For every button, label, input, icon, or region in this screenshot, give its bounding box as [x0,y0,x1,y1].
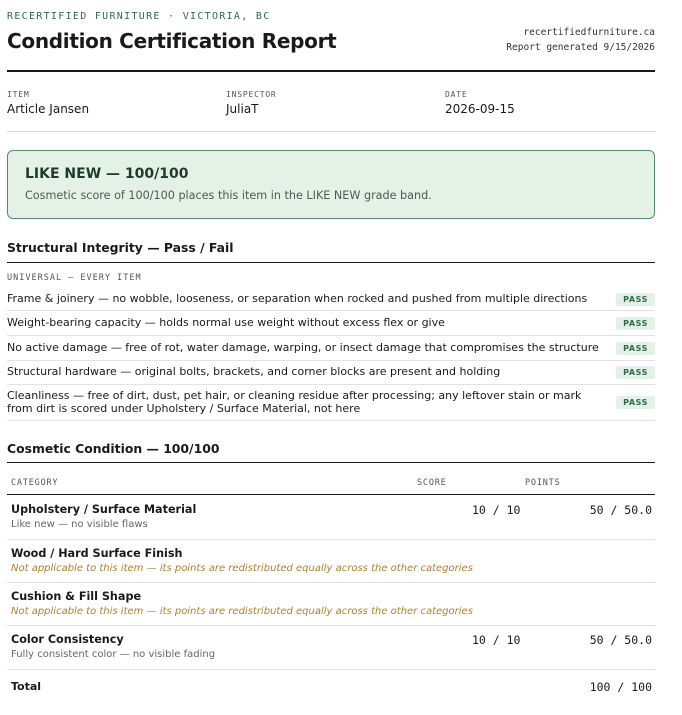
meta-date [445,90,515,116]
inspector-value: JuliaT [226,102,259,116]
cosmetic-row [7,496,655,540]
category-score: 10 / 10 [472,503,521,517]
category-name: Wood / Hard Surface Finish [11,547,183,560]
total-label: Total [11,680,42,693]
category-note: Fully consistent color — no visible fading [11,649,216,660]
check-text: Structural hardware — original bolts, brackets, and corner blocks are present and holding [7,365,501,378]
date-label: DATE [445,90,468,99]
structural-section-title: Structural Integrity — Pass / Fail [7,240,234,255]
category-points: 50 / 50.0 [589,503,652,517]
pass-badge: PASS [616,342,655,355]
cosmetic-row [7,583,655,626]
meta-item [7,90,89,116]
category-name: Upholstery / Surface Material [11,503,197,516]
grade-subtitle: Cosmetic score of 100/100 places this item in the LIKE NEW grade band. [25,189,432,202]
category-note: Not applicable to this item — its points are redistributed equally across the other categories [11,606,473,617]
report-header [7,0,655,72]
grade-banner [7,150,655,219]
category-score: 10 / 10 [472,633,521,647]
structural-check-row [7,361,655,385]
check-text: Frame & joinery — no wobble, looseness, or separation when rocked and pushed from multiple directions [7,292,588,305]
check-text: No active damage — free of rot, water damage, warping, or insect damage that compromises the structure [7,341,599,354]
report-generated-date: Report generated 9/15/2026 [506,42,655,53]
brand-line: RECERTIFIED FURNITURE · VICTORIA, BC [7,11,271,22]
pass-badge: PASS [616,396,655,409]
date-value: 2026-09-15 [445,102,515,116]
item-value: Article Jansen [7,102,90,116]
meta-inspector [226,90,277,116]
category-name: Cushion & Fill Shape [11,590,142,603]
col-header-category: CATEGORY [11,478,59,488]
cosmetic-section-title: Cosmetic Condition — 100/100 [7,441,220,456]
category-name: Color Consistency [11,633,124,646]
structural-check-row [7,336,655,361]
structural-check-row [7,311,655,336]
cosmetic-divider [7,462,655,463]
pass-badge: PASS [616,293,655,306]
total-value: 100 / 100 [589,680,652,694]
item-label: ITEM [7,90,30,99]
category-points: 50 / 50.0 [589,633,652,647]
certification-report [7,0,655,694]
cosmetic-table-header [7,478,655,495]
col-header-points: POINTS [525,478,561,488]
universal-label: UNIVERSAL — EVERY ITEM [7,273,142,283]
structural-divider [7,262,655,263]
page-title: Condition Certification Report [7,29,337,53]
grade-title: LIKE NEW — 100/100 [25,166,189,182]
structural-check-row [7,287,655,311]
site-url: recertifiedfurniture.ca [523,27,655,38]
col-header-score: SCORE [417,478,447,488]
report-meta [7,72,655,132]
check-text: Cleanliness — free of dirt, dust, pet hair, or cleaning residue after processing; any leftover stain or mark from dirt is scored under Upholstery / Surface Material, not here [7,389,582,415]
inspector-label: INSPECTOR [226,90,277,99]
pass-badge: PASS [616,317,655,330]
category-note: Not applicable to this item — its points are redistributed equally across the other categories [11,563,473,574]
category-note: Like new — no visible flaws [11,519,148,530]
pass-badge: PASS [616,366,655,379]
check-text: Weight-bearing capacity — holds normal use weight without excess flex or give [7,316,445,329]
cosmetic-row [7,540,655,583]
cosmetic-row [7,626,655,670]
structural-check-row [7,385,655,421]
